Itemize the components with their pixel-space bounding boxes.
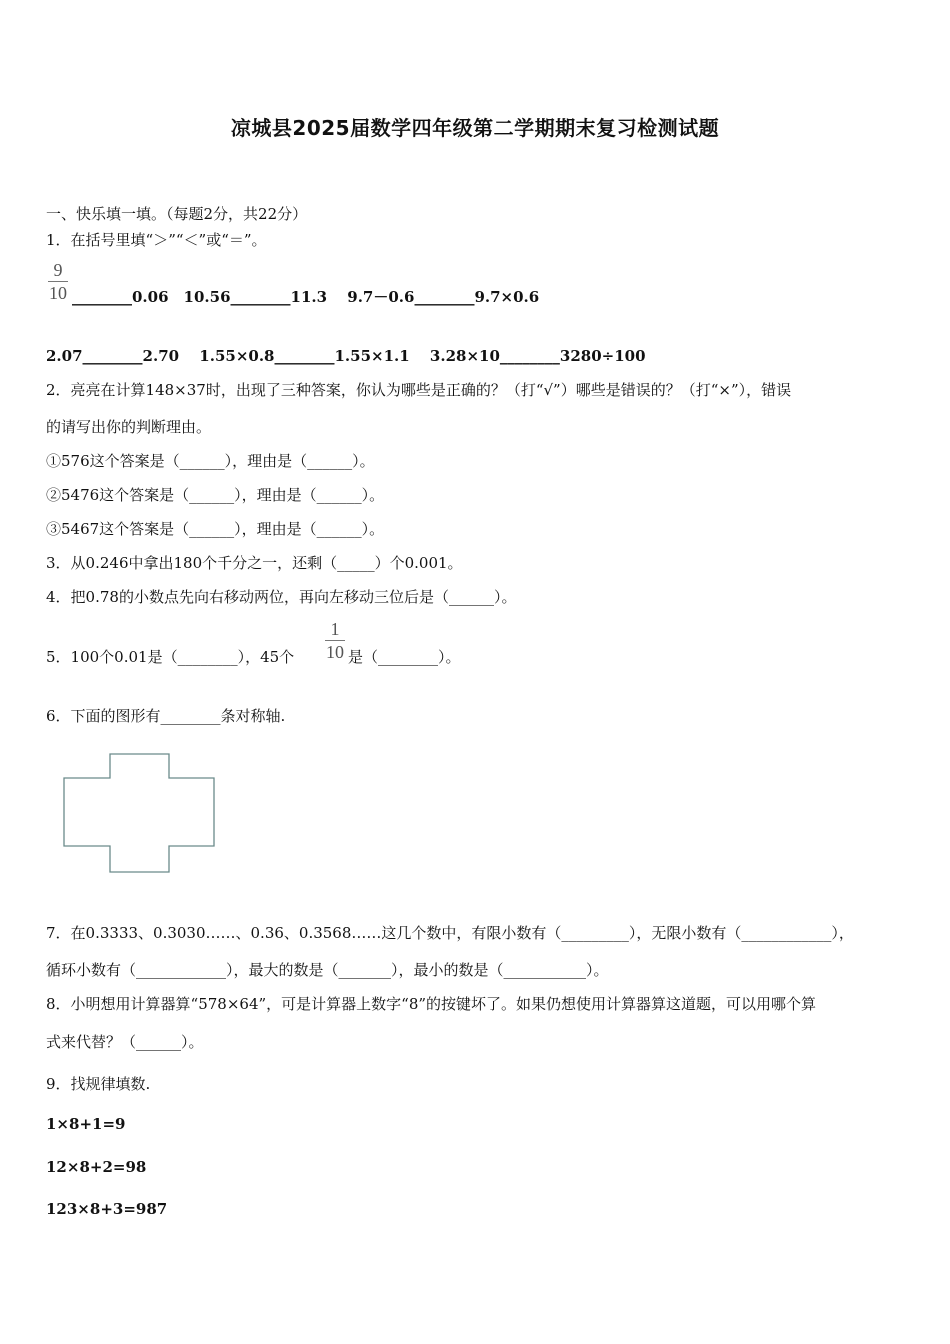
q1-row2: 2.07________2.70 1.55×0.8________1.55×1.1 3.28×10________3280÷100 — [46, 347, 646, 365]
q9-equation-3: 123×8+3=987 — [46, 1200, 168, 1218]
q1-row1: ________0.06 10.56________11.3 9.7－0.6________9.7×0.6 — [72, 288, 540, 306]
q3-text: 3．从0.246中拿出180个千分之一，还剩（_____）个0.001。 — [46, 554, 463, 572]
q2-stem-a: 2．亮亮在计算148×37时，出现了三种答案，你认为哪些是正确的？（打“√”）哪些是错误的？（打“×”），错误 — [46, 381, 792, 399]
q1-fraction-denominator: 10 — [49, 283, 67, 303]
q8-line1: 8．小明想用计算器算“578×64”，可是计算器上数字“8”的按键坏了。如果仍想使用计算器算这道题，可以用哪个算 — [46, 995, 817, 1013]
q5-part2: 是（________）。 — [348, 648, 461, 666]
q2-stem-b: 的请写出你的判断理由。 — [46, 418, 212, 436]
q2-option-2: ②5476这个答案是（______），理由是（______）。 — [46, 486, 385, 504]
q5-fraction-denominator: 10 — [326, 642, 344, 662]
q7-line1: 7．在0.3333、0.3030……、0.36、0.3568……这几个数中，有限小数有（_________），无限小数有（____________）， — [46, 924, 854, 942]
q1-fraction — [48, 261, 68, 302]
q9-equation-2: 12×8+2=98 — [46, 1158, 147, 1176]
q1-stem: 1．在括号里填“＞”“＜”或“＝”。 — [46, 231, 267, 249]
q2-option-1: ①576这个答案是（______），理由是（______）。 — [46, 452, 375, 470]
q5-fraction — [325, 620, 345, 661]
q4-text: 4．把0.78的小数点先向右移动两位，再向左移动三位后是（______）。 — [46, 588, 517, 606]
q5-fraction-numerator: 1 — [330, 619, 340, 639]
q8-line2: 式来代替？（______）。 — [46, 1033, 204, 1051]
section-heading: 一、快乐填一填。（每题2分，共22分） — [46, 205, 308, 223]
cross-shape-figure — [60, 748, 220, 878]
cross-shape-outline — [64, 754, 214, 872]
q9-equation-1: 1×8+1=9 — [46, 1115, 126, 1133]
q7-line2: 循环小数有（____________），最大的数是（_______），最小的数是（___________）。 — [46, 961, 609, 979]
q1-fraction-numerator: 9 — [53, 260, 63, 280]
page-title: 凉城县2025届数学四年级第二学期期末复习检测试题 — [230, 116, 720, 140]
q9-stem: 9．找规律填数. — [46, 1075, 151, 1093]
q2-option-3: ③5467这个答案是（______），理由是（______）。 — [46, 520, 385, 538]
q6-text: 6．下面的图形有________条对称轴. — [46, 707, 286, 725]
q5-part1: 5．100个0.01是（________），45个 — [46, 648, 295, 666]
